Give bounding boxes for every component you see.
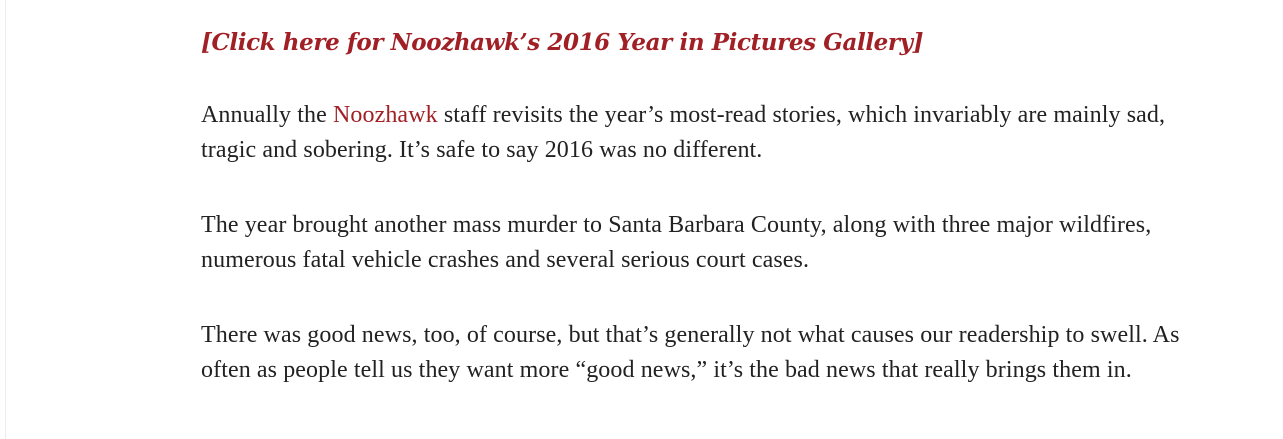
paragraph-good-news: There was good news, too, of course, but that’s generally not what causes our readership to swell. As often as people tell us they want more “good news,” it’s the bad news that really brings them in.: [201, 322, 1180, 383]
noozhawk-link[interactable]: Noozhawk: [332, 102, 438, 128]
page-left-border: [5, 0, 6, 439]
gallery-link[interactable]: [Click here for Noozhawk’s 2016 Year in Pictures Gallery]: [201, 29, 924, 56]
article-body: [201, 24, 1201, 428]
paragraph-intro-start: Annually the: [201, 102, 333, 128]
paragraph-intro: [201, 98, 1201, 168]
paragraph-year-summary: The year brought another mass murder to Santa Barbara County, along with three major wildfires, numerous fatal vehicle crashes and several serious court cases.: [201, 212, 1152, 273]
paragraph-intro-end: staff revisits the year’s most-read stories, which invariably are mainly sad, tragic and sobering. It’s safe to say 2016 was no different.: [201, 102, 1166, 163]
